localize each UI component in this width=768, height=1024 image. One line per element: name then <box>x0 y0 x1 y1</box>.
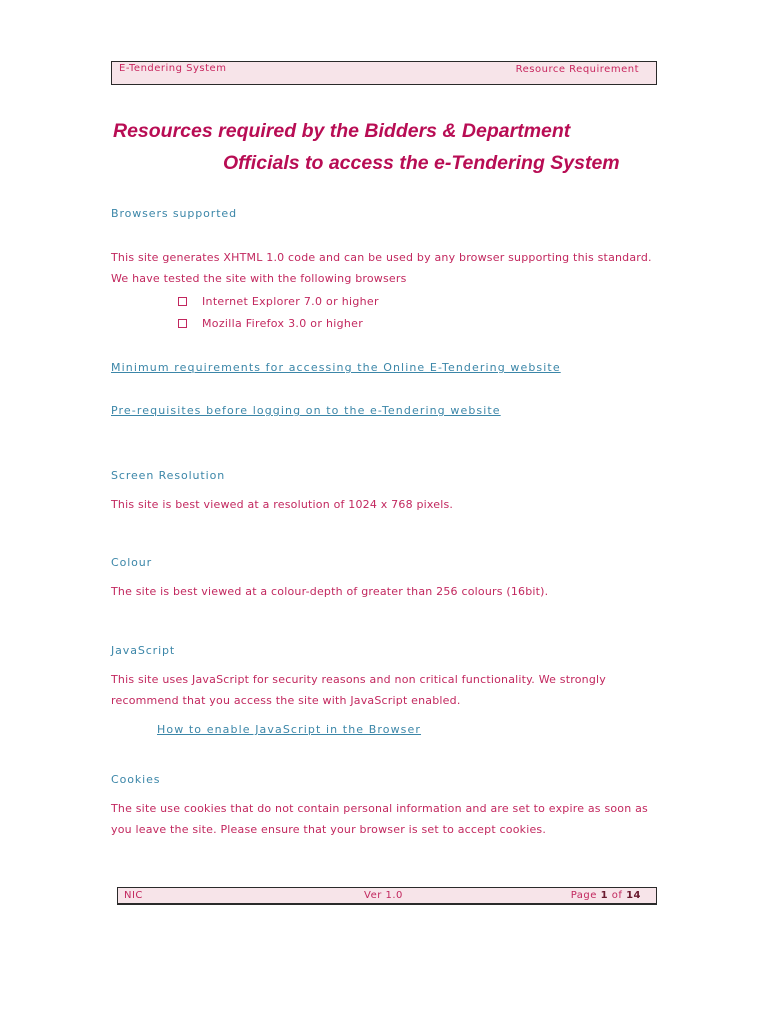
page-footer <box>117 887 657 905</box>
browsers-paragraph-1: This site generates XHTML 1.0 code and can be used by any browser supporting this standard. <box>111 251 652 264</box>
current-page: 1 <box>600 890 609 901</box>
browser-list-item <box>178 295 379 308</box>
page-title-line-1: Resources required by the Bidders & Department <box>113 120 571 142</box>
browsers-heading: Browsers supported <box>111 207 237 220</box>
cookies-text-line-1: The site use cookies that do not contain personal information and are set to expire as soon as <box>111 802 648 815</box>
footer-org: NIC <box>124 890 143 901</box>
minimum-requirements-link[interactable]: Minimum requirements for accessing the Online E-Tendering website <box>111 361 561 374</box>
browsers-paragraph-2: We have tested the site with the following browsers <box>111 272 407 285</box>
page-header <box>111 61 657 85</box>
page-title-line-2: Officials to access the e-Tendering System <box>223 152 620 174</box>
enable-javascript-link[interactable]: How to enable JavaScript in the Browser <box>157 723 422 736</box>
bullet-box-icon <box>178 319 187 328</box>
screen-resolution-text: This site is best viewed at a resolution of 1024 x 768 pixels. <box>111 498 454 511</box>
footer-page-number <box>571 890 641 901</box>
header-section-name: Resource Requirement <box>515 64 639 75</box>
cookies-text-line-2: you leave the site. Please ensure that your browser is set to accept cookies. <box>111 823 547 836</box>
javascript-heading: JavaScript <box>111 644 176 657</box>
browser-list-item <box>178 317 364 330</box>
of-label: of <box>608 890 627 901</box>
browser-name: Internet Explorer 7.0 or higher <box>202 295 379 308</box>
colour-heading: Colour <box>111 556 153 569</box>
header-system-name: E-Tendering System <box>119 63 227 74</box>
javascript-text-line-1: This site uses JavaScript for security reasons and non critical functionality. We strongly <box>111 673 606 686</box>
bullet-box-icon <box>178 297 187 306</box>
total-pages: 14 <box>626 890 641 901</box>
footer-version: Ver 1.0 <box>364 890 403 901</box>
page-label: Page <box>570 890 601 901</box>
browser-name: Mozilla Firefox 3.0 or higher <box>202 317 364 330</box>
prerequisites-link[interactable]: Pre-requisites before logging on to the e-Tendering website <box>111 404 501 417</box>
cookies-heading: Cookies <box>111 773 161 786</box>
colour-text: The site is best viewed at a colour-depth of greater than 256 colours (16bit). <box>111 585 549 598</box>
javascript-text-line-2: recommend that you access the site with JavaScript enabled. <box>111 694 461 707</box>
screen-resolution-heading: Screen Resolution <box>111 469 226 482</box>
